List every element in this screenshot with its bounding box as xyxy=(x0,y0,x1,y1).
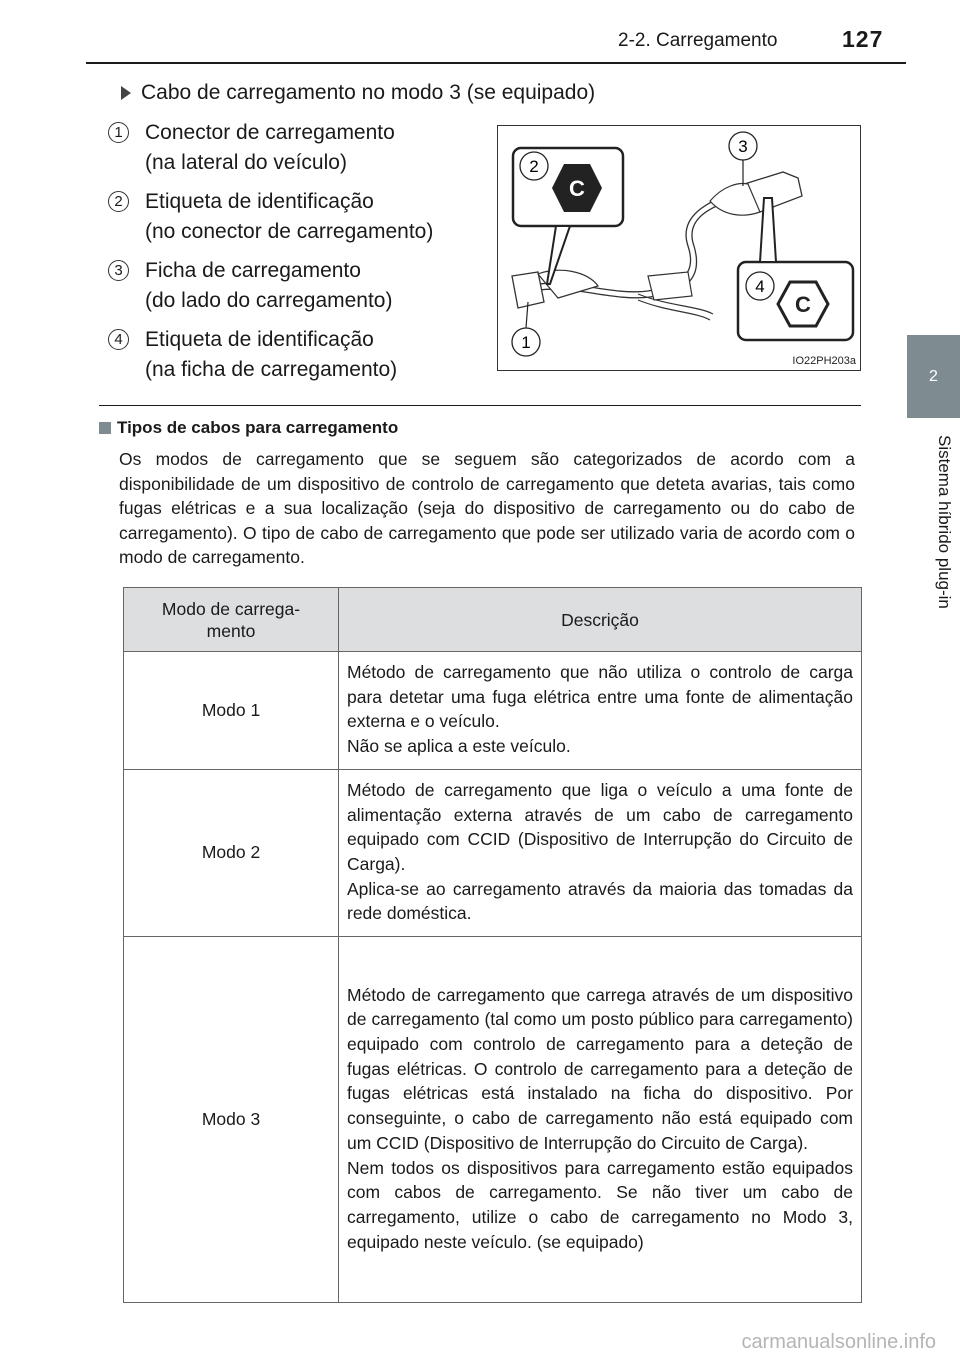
number-circle-icon: 4 xyxy=(108,329,129,350)
number-circle-icon: 1 xyxy=(108,122,129,143)
section-heading xyxy=(99,418,398,438)
column-header-mode xyxy=(124,588,339,652)
description-text: Método de carregamento que liga o veículo a uma fonte de alimentação externa através de um cabo de carregamento equipado com CCID (Dispositivo de Interrupção do Circuito de Carga). xyxy=(347,779,853,874)
table-row xyxy=(124,769,862,936)
watermark: carmanualsonline.info xyxy=(741,1331,936,1353)
header-text: mento xyxy=(206,620,256,641)
mode-cell: Modo 2 xyxy=(124,769,339,936)
charging-cable-figure xyxy=(497,125,861,371)
section-body: Os modos de carregamento que se seguem são categorizados de acordo com a disponibilidade de um dispositivo de controlo de carregamento que deteta avarias, tais como fugas elétricas e a sua localização (seja do dispositivo de carregamento ou do cabo de carregamento). O tipo de cabo de carregamento que pode ser utilizado varia de acordo com o modo de carregamento. xyxy=(119,449,855,567)
description-note: Aplica-se ao carregamento através da maioria das tomadas da rede doméstica. xyxy=(347,878,853,924)
label-letter: C xyxy=(795,292,811,317)
column-header-description: Descrição xyxy=(339,588,862,652)
figure-code: IO22PH203a xyxy=(792,355,856,367)
description-note: Nem todos os dispositivos para carregamento estão equipados com cabos de carregamento. Se não tiver um cabo de carregamento, utilize o cabo de carregamento no Modo 3, equipado neste veículo. (se equipado) xyxy=(347,1157,853,1252)
charging-cable-illustration xyxy=(498,126,860,370)
parts-list xyxy=(108,118,478,394)
part-name: Ficha de carregamento xyxy=(145,259,361,282)
cable-mode-heading xyxy=(121,81,595,105)
square-bullet-icon xyxy=(99,422,111,434)
table-row xyxy=(124,937,862,1303)
description-cell xyxy=(339,652,862,770)
part-location: (na lateral do veículo) xyxy=(145,151,347,174)
number-circle-icon: 3 xyxy=(108,260,129,281)
part-name: Etiqueta de identificação xyxy=(145,190,374,213)
mode-cell: Modo 1 xyxy=(124,652,339,770)
cable-mode-text: Cabo de carregamento no modo 3 (se equipado) xyxy=(141,81,596,104)
part-name: Conector de carregamento xyxy=(145,121,395,144)
charging-modes-table xyxy=(123,587,862,1303)
description-text: Método de carregamento que carrega através de um dispositivo de carregamento (tal como um posto público para carregamento) equipado com controlo de carregamento para a deteção de fugas elétricas. O controlo de carregamento para a deteção de fugas elétricas está instalado na ficha do dispositivo. Por conseguinte, o cabo de carregamento não está equipado com um CCID (Dispositivo de Interrupção do Circuito de Carga). xyxy=(347,984,853,1153)
chapter-title-strip xyxy=(907,420,960,700)
header-section-title: 2-2. Carregamento xyxy=(618,30,778,51)
list-item xyxy=(108,325,478,385)
callout-number: 4 xyxy=(755,277,765,296)
description-cell xyxy=(339,769,862,936)
table-header-row xyxy=(124,588,862,652)
list-item xyxy=(108,118,478,178)
description-text: Método de carregamento que não utiliza o controlo de carga para detetar uma fuga elétrica entre uma fonte de alimentação externa e o veículo. xyxy=(347,662,853,732)
header-divider xyxy=(86,62,906,64)
label-letter: C xyxy=(569,176,585,201)
part-location: (na ficha de carregamento) xyxy=(145,358,398,381)
mode-cell: Modo 3 xyxy=(124,937,339,1303)
list-item xyxy=(108,256,478,316)
list-item xyxy=(108,187,478,247)
chapter-number: 2 xyxy=(929,367,938,385)
callout-number: 3 xyxy=(738,137,748,156)
chapter-title: Sistema híbrido plug-in xyxy=(935,435,954,609)
section-title: Tipos de cabos para carregamento xyxy=(117,418,399,437)
header-text: Modo de carrega- xyxy=(161,598,301,619)
table-row xyxy=(124,652,862,770)
callout-number: 2 xyxy=(529,157,539,176)
part-name: Etiqueta de identificação xyxy=(145,328,374,351)
chapter-tab[interactable] xyxy=(907,335,960,418)
page-number: 127 xyxy=(842,26,884,52)
description-cell xyxy=(339,937,862,1303)
description-note: Não se aplica a este veículo. xyxy=(347,736,571,757)
arrow-right-icon xyxy=(121,86,131,100)
part-location: (no conector de carregamento) xyxy=(145,220,434,243)
number-circle-icon: 2 xyxy=(108,191,129,212)
section-divider xyxy=(99,405,861,406)
callout-number: 1 xyxy=(521,333,531,352)
part-location: (do lado do carregamento) xyxy=(145,289,393,312)
